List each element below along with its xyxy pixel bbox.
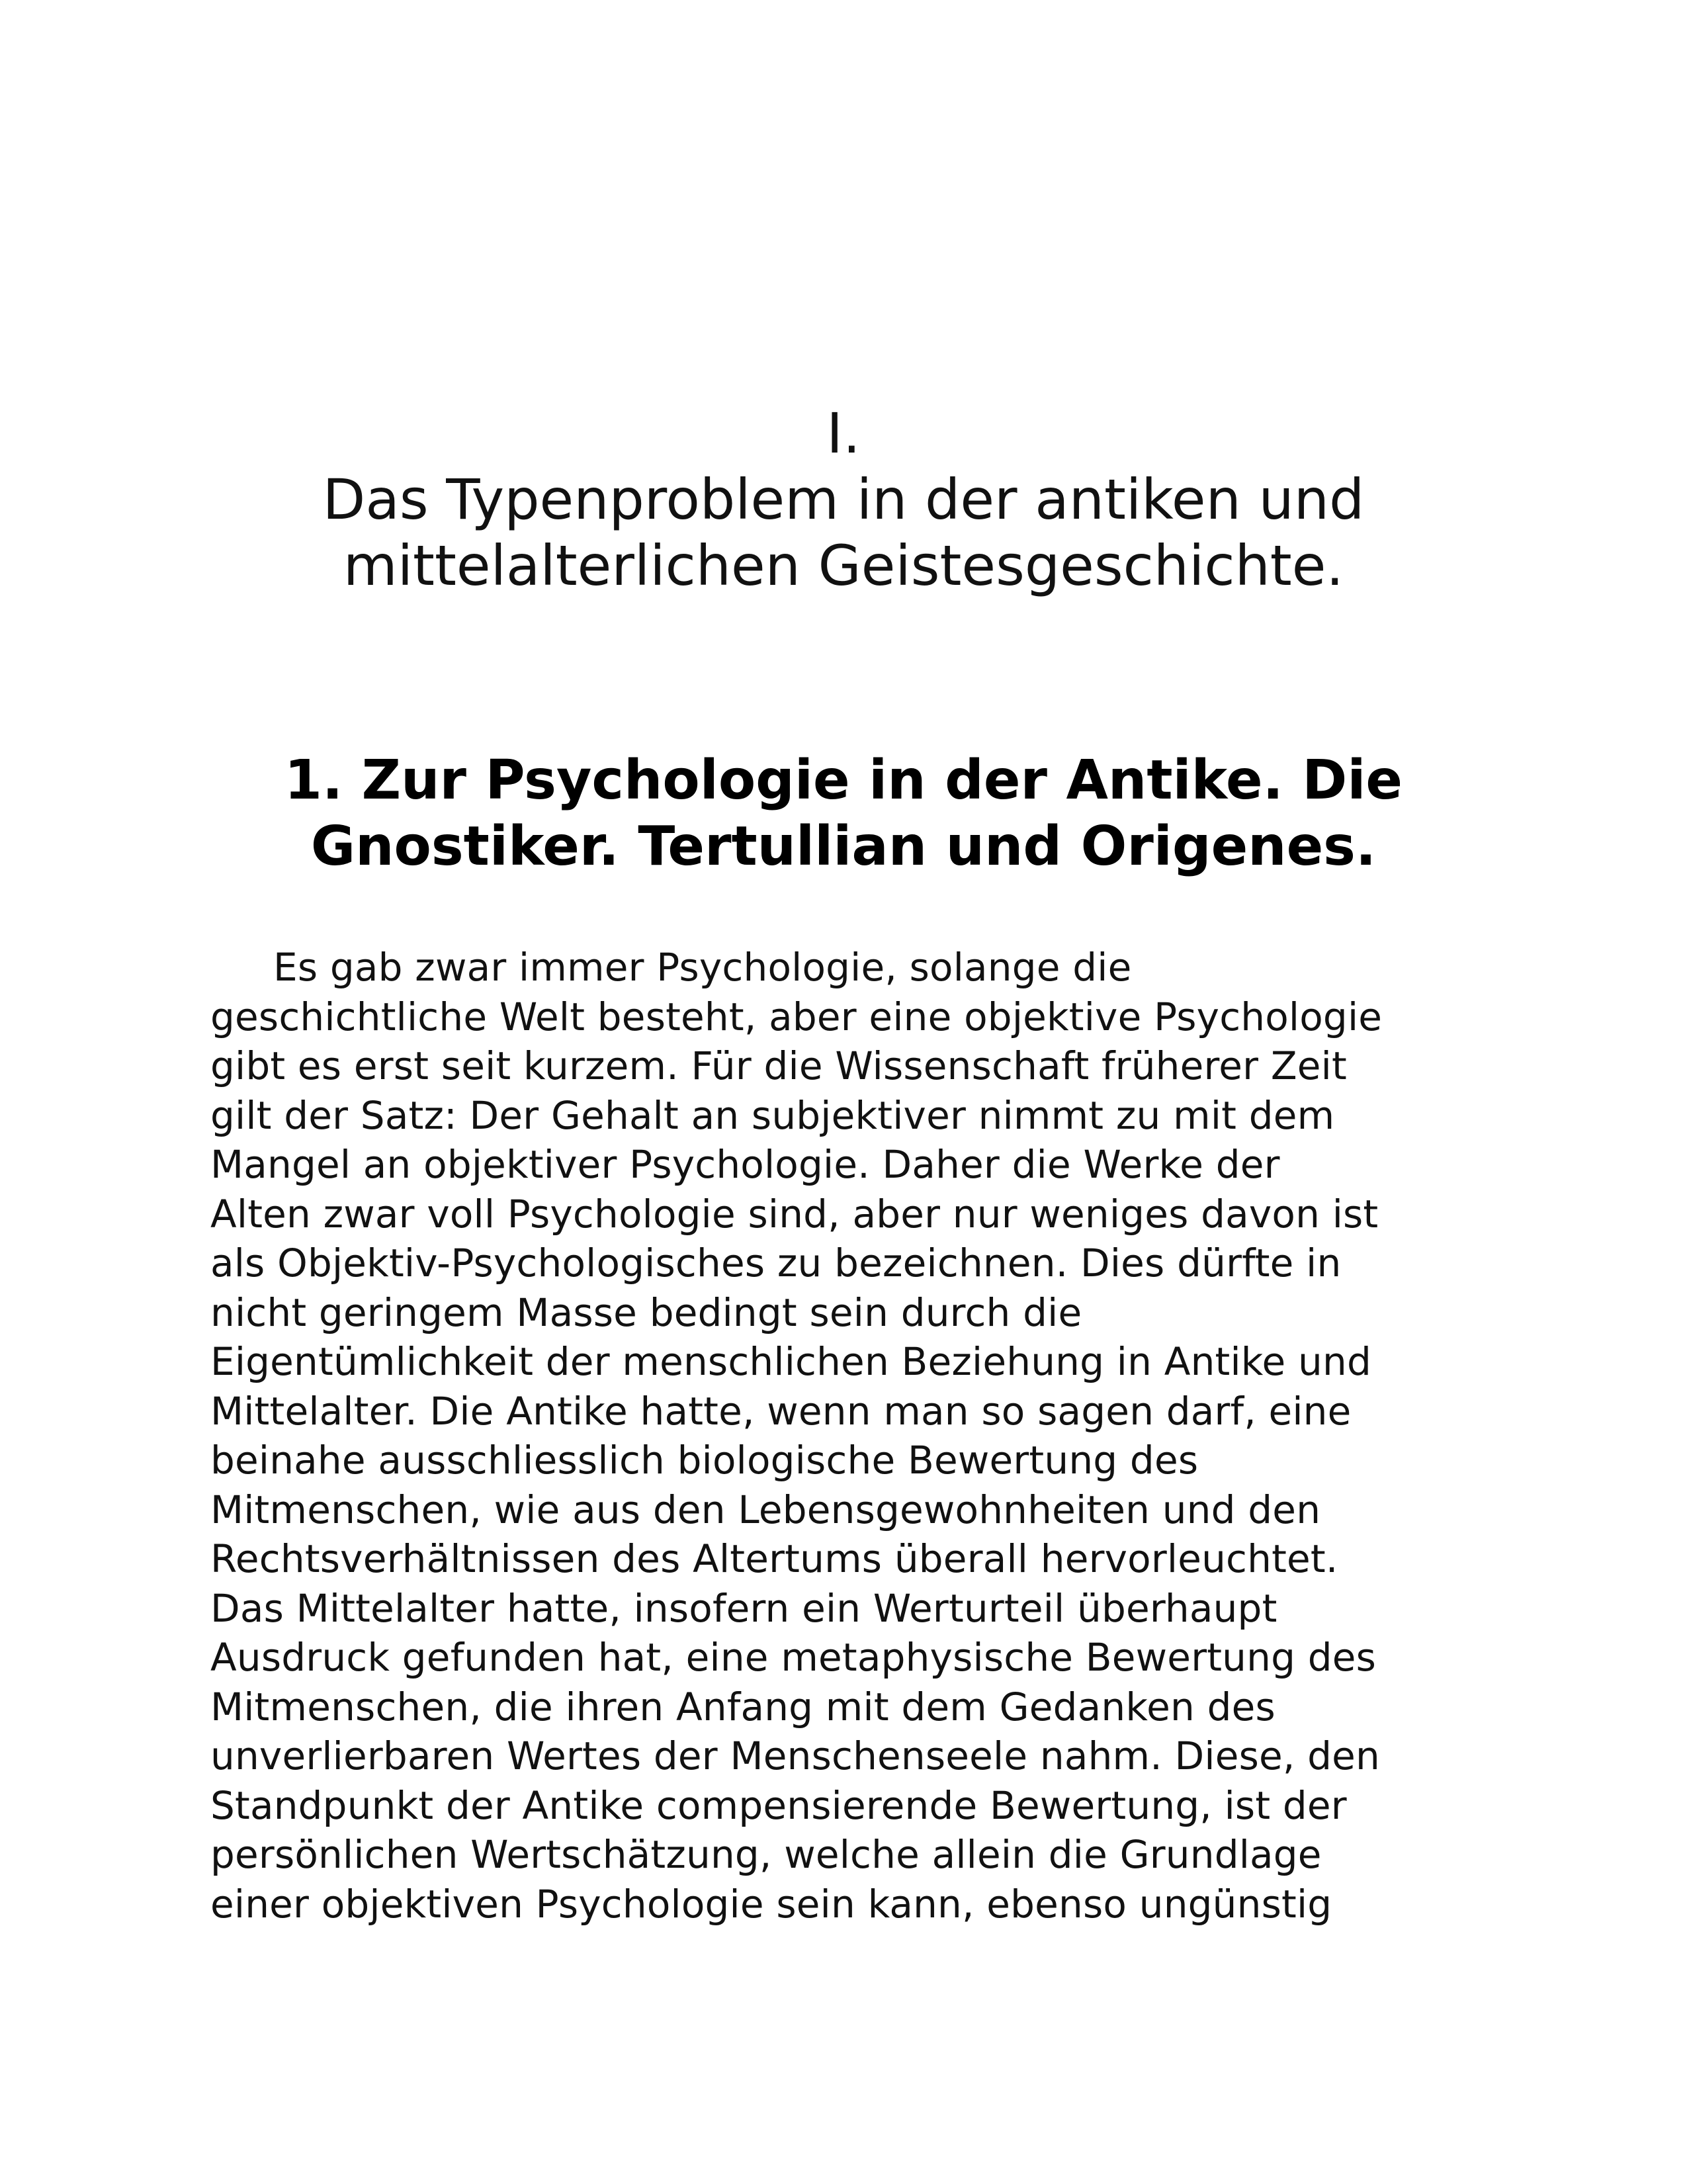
body-line: gibt es erst seit kurzem. Für die Wissenschaft früherer Zeit: [210, 1043, 1347, 1088]
section-heading: [0, 748, 1687, 880]
chapter-title-line-1: Das Typenproblem in der antiken und: [322, 467, 1365, 532]
body-line: Alten zwar voll Psychologie sind, aber nur weniges davon ist: [210, 1191, 1379, 1237]
chapter-title-line-2: mittelalterlichen Geistesgeschichte.: [343, 533, 1344, 598]
section-heading-line-1: 1. Zur Psychologie in der Antike. Die: [284, 749, 1403, 812]
body-line: Eigentümlichkeit der menschlichen Beziehung in Antike und: [210, 1339, 1371, 1384]
section-heading-line-2: Gnostiker. Tertullian und Origenes.: [310, 815, 1377, 878]
body-line: als Objektiv-Psychologisches zu bezeichnen. Dies dürfte in: [210, 1241, 1342, 1286]
body-line: Ausdruck gefunden hat, eine metaphysische Bewertung des: [210, 1635, 1377, 1680]
body-line: unverlierbaren Wertes der Menschenseele nahm. Diese, den: [210, 1733, 1381, 1778]
body-line: Mangel an objektiver Psychologie. Daher die Werke der: [210, 1142, 1280, 1187]
body-line: Es gab zwar immer Psychologie, solange die: [273, 945, 1132, 990]
body-line: beinahe ausschliesslich biologische Bewertung des: [210, 1438, 1199, 1483]
body-line: einer objektiven Psychologie sein kann, ebenso ungünstig: [210, 1881, 1332, 1927]
body-line: geschichtliche Welt besteht, aber eine objektive Psychologie: [210, 994, 1383, 1039]
chapter-title-block: [0, 400, 1687, 599]
body-paragraph: [210, 943, 1473, 1929]
body-line: Mitmenschen, die ihren Anfang mit dem Gedanken des: [210, 1684, 1276, 1729]
body-line: Standpunkt der Antike compensierende Bewertung, ist der: [210, 1782, 1347, 1828]
body-line: gilt der Satz: Der Gehalt an subjektiver nimmt zu mit dem: [210, 1092, 1335, 1138]
body-line: Das Mittelalter hatte, insofern ein Werturteil überhaupt: [210, 1585, 1277, 1631]
body-line: Rechtsverhältnissen des Altertums überall hervorleuchtet.: [210, 1536, 1338, 1581]
body-line: Mitmenschen, wie aus den Lebensgewohnheiten und den: [210, 1487, 1321, 1532]
body-line: nicht geringem Masse bedingt sein durch die: [210, 1289, 1082, 1335]
body-line: Mittelalter. Die Antike hatte, wenn man so sagen darf, eine: [210, 1388, 1352, 1434]
chapter-number: I.: [826, 401, 861, 466]
body-line: persönlichen Wertschätzung, welche allein die Grundlage: [210, 1832, 1322, 1877]
